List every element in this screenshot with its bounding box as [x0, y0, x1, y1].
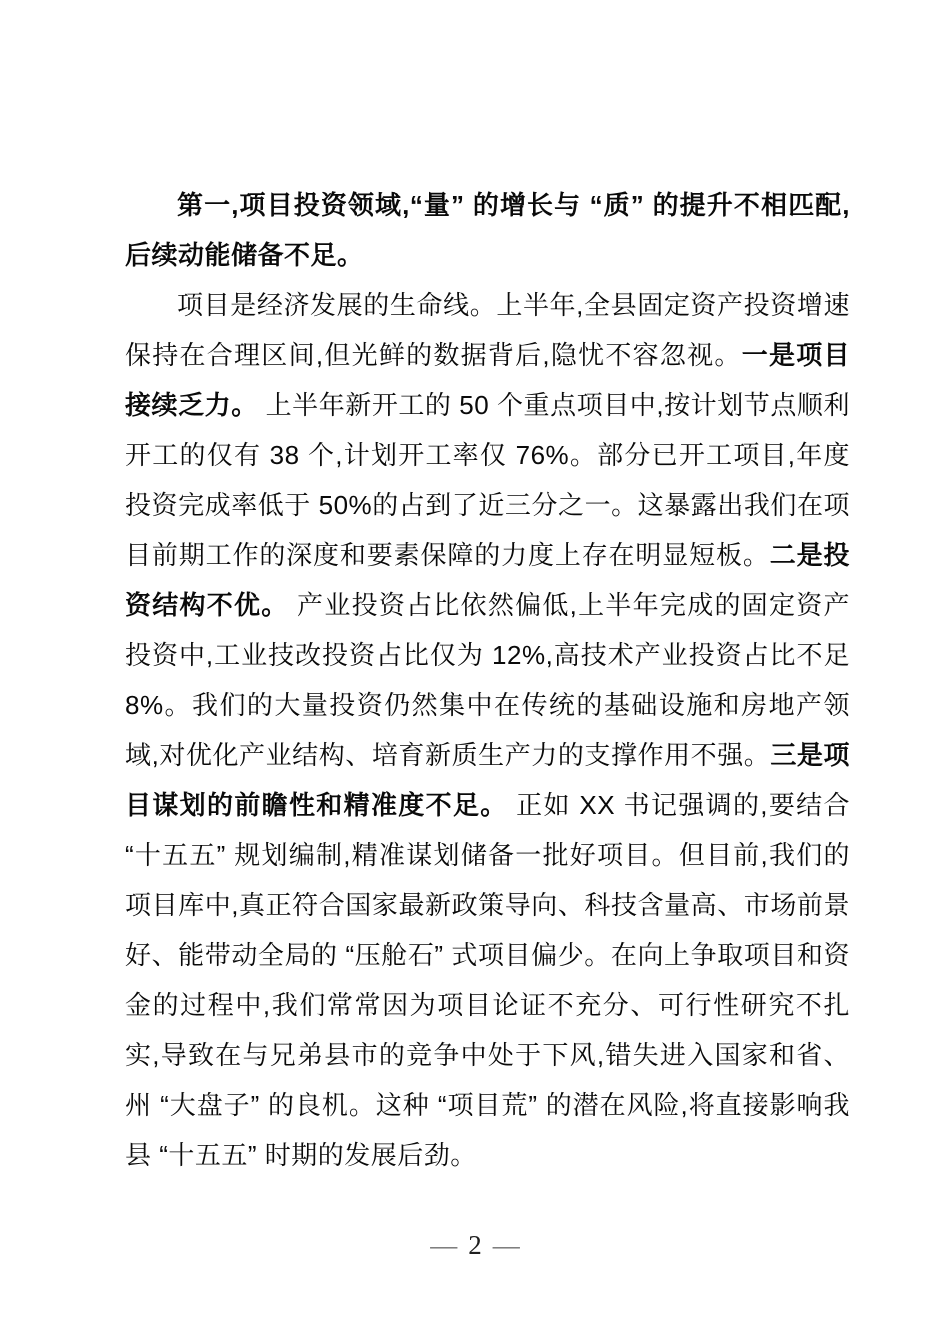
heading-text: 第一,项目投资领域,“量” 的增长与 “质” 的提升不相匹配,后续动能储备不足。	[125, 190, 850, 270]
text-run: 上半年新开工的 50 个重点项目中,按计划节点顺利开工的仅有 38 个,计划开工率仅 76%。部分已开工项目,年度投资完成率低于 50%的占到了近三分之一。这暴露出我们在项目前期工作的深度和要素保障的力度上存在明显短板。	[125, 390, 850, 570]
footer-dash-right: —	[492, 1230, 520, 1260]
text-run: 正如 XX 书记强调的,要结合 “十五五” 规划编制,精准谋划储备一批好项目。但目前,我们的项目库中,真正符合国家最新政策导向、科技含量高、市场前景好、能带动全局的 “压舱石” 式项目偏少。在向上争取项目和资金的过程中,我们常常因为项目论证不充分、可行性研究不扎实,导致在与兄弟县市的竞争中处于下风,错失进入国家和省、州 “大盘子” 的良机。这种 “项目荒” 的潜在风险,将直接影响我县 “十五五” 时期的发展后劲。	[125, 790, 850, 1170]
text-run-emphasis-2: 二是投资结构不优。	[125, 540, 850, 620]
text-run-emphasis-1: 一是项目接续乏力。	[125, 340, 850, 420]
footer-dash-left: —	[430, 1230, 458, 1260]
page-number: 2	[468, 1230, 482, 1260]
heading-paragraph	[125, 180, 850, 280]
page-footer	[0, 1228, 950, 1262]
text-run: 项目是经济发展的生命线。上半年,全县固定资产投资增速保持在合理区间,但光鲜的数据背后,隐忧不容忽视。	[125, 290, 850, 370]
document-body	[125, 180, 850, 1180]
text-run-emphasis-3: 三是项目谋划的前瞻性和精准度不足。	[125, 740, 850, 820]
body-paragraph	[125, 280, 850, 1180]
text-run: 产业投资占比依然偏低,上半年完成的固定资产投资中,工业技改投资占比仅为 12%,高技术产业投资占比不足 8%。我们的大量投资仍然集中在传统的基础设施和房地产领域,对优化产业结构、培育新质生产力的支撑作用不强。	[125, 590, 850, 770]
